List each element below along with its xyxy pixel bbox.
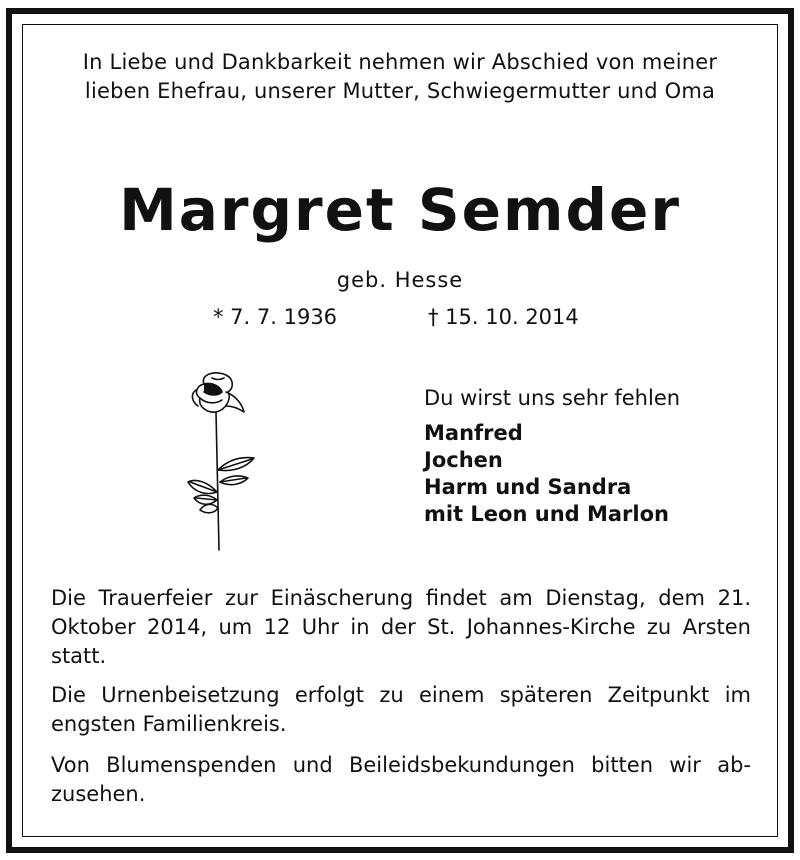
birth-date: * 7. 7. 1936: [213, 305, 338, 329]
mourner-name: Harm und Sandra: [424, 475, 632, 499]
funeral-service-paragraph: Die Trauerfeier zur Einäscherung findet am Dienstag, dem 21. Oktober 2014, um 12 Uhr in der St. Johannes-Kirche zu Arsten statt.: [51, 586, 751, 668]
mourner-name: mit Leon und Marlon: [424, 502, 669, 526]
intro-text: [0, 48, 800, 106]
rose-icon: [182, 370, 262, 555]
death-date: † 15. 10. 2014: [428, 305, 579, 329]
intro-line-2: lieben Ehefrau, unserer Mutter, Schwiegermutter und Oma: [84, 79, 716, 103]
mourners-block: [424, 385, 680, 528]
donations-paragraph: Von Blumenspenden und Beileidsbekundungen bitten wir ab-zusehen.: [51, 753, 751, 806]
miss-line: Du wirst uns sehr fehlen: [424, 386, 681, 410]
mourner-name: Jochen: [424, 448, 503, 472]
intro-line-1: In Liebe und Dankbarkeit nehmen wir Abschied von meiner: [82, 50, 718, 74]
deceased-name: Margret Semder: [119, 176, 681, 244]
birth-name: geb. Hesse: [336, 268, 464, 292]
mourner-name: Manfred: [424, 421, 523, 445]
urn-burial-paragraph: Die Urnenbeisetzung erfolgt zu einem späteren Zeitpunkt im engsten Familienkreis.: [51, 683, 751, 736]
